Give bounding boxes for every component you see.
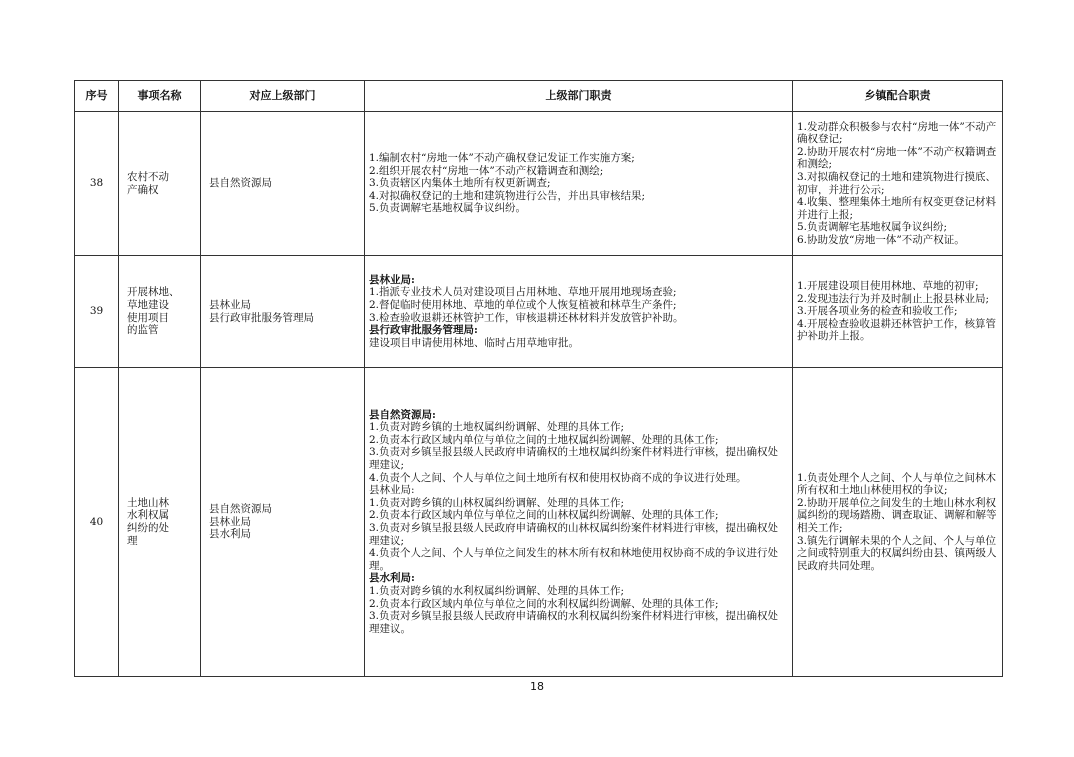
row-number: 39 — [75, 256, 119, 368]
header-item-name: 事项名称 — [119, 81, 201, 112]
header-superior-duties: 上级部门职责 — [365, 81, 793, 112]
superior-dept — [201, 368, 365, 677]
duty-line: 2.组织开展农村“房地一体”不动产权籍调查和测绘; — [369, 164, 604, 177]
duty-line: 3.负责对乡镇呈报县级人民政府申请确权的水利权属纠纷案件材料进行审核，提出确权处理建议。 — [369, 610, 779, 635]
duty-dept-heading: 县自然资源局: — [369, 408, 436, 421]
town-duty-line: 2.协助开展农村“房地一体”不动产权籍调查和测绘; — [797, 145, 997, 171]
town-duty-line: 3.开展各项业务的检查和验收工作; — [797, 305, 958, 318]
town-duties — [793, 112, 1003, 256]
duty-line: 3.负责辖区内集体土地所有权更新调查; — [369, 177, 551, 190]
duty-line: 建设项目申请使用林地、临时占用草地审批。 — [369, 336, 579, 349]
town-duty-line: 2.协助开展单位之间发生的土地山林水利权属纠纷的现场踏勘、调查取证、调解和解等相关工作; — [797, 496, 997, 534]
superior-dept — [201, 112, 365, 256]
town-duty-line: 4.收集、整理集体土地所有权变更登记材料并进行上报; — [797, 196, 997, 221]
duty-line: 2.负责本行政区域内单位与单位之间的山林权属纠纷调解、处理的具体工作; — [369, 509, 719, 522]
header-town-duties: 乡镇配合职责 — [793, 81, 1003, 112]
dept-name: 县林业局 — [209, 515, 251, 528]
item-name: 土地山林 水利权属 纠纷的处 理 — [119, 368, 201, 677]
duty-line: 2.负责本行政区域内单位与单位之间的水利权属纠纷调解、处理的具体工作; — [369, 597, 719, 610]
dept-name: 县行政审批服务管理局 — [209, 311, 314, 324]
header-row — [75, 81, 1003, 112]
dept-name: 县林业局 — [209, 298, 251, 311]
duty-line: 4.负责个人之间、个人与单位之间土地所有权和使用权协商不成的争议进行处理。 — [369, 471, 747, 484]
dept-name: 县自然资源局 — [209, 177, 272, 190]
page-number: 18 — [530, 680, 544, 693]
duty-dept-heading: 县行政审批服务管理局: — [369, 324, 478, 337]
duty-line: 5.负责调解宅基地权属争议纠纷。 — [369, 202, 527, 215]
duty-line: 县林业局: — [369, 484, 415, 497]
town-duty-line: 1.开展建设项目使用林地、草地的初审; — [797, 280, 979, 293]
town-duty-line: 6.协助发放“房地一体”不动产权证。 — [797, 233, 965, 246]
town-duty-line: 4.开展检查验收退耕还林管护工作，核算管护补助并上报。 — [797, 317, 997, 343]
duty-line: 3.负责对乡镇呈报县级人民政府申请确权的山林权属纠纷案件材料进行审核，提出确权处理建议; — [369, 522, 779, 547]
duty-line: 3.负责对乡镇呈报县级人民政府申请确权的土地权属纠纷案件材料进行审核，提出确权处理建议; — [369, 446, 779, 472]
town-duty-line: 1.负责处理个人之间、个人与单位之间林木所有权和土地山林使用权的争议; — [797, 471, 997, 497]
town-duties — [793, 368, 1003, 677]
superior-duties — [365, 368, 793, 677]
duty-table — [74, 80, 1003, 677]
town-duty-line: 5.负责调解宅基地权属争议纠纷; — [797, 221, 948, 234]
town-duty-line: 3.对拟确权登记的土地和建筑物进行摸底、初审，并进行公示; — [797, 170, 997, 196]
item-name: 开展林地、 草地建设 使用项目 的监管 — [119, 256, 201, 368]
table-row — [75, 256, 1003, 368]
duty-line: 1.负责对跨乡镇的土地权属纠纷调解、处理的具体工作; — [369, 421, 625, 434]
duty-line: 3.检查验收退耕还林管护工作，审核退耕还林材料并发放管护补助。 — [369, 311, 684, 324]
row-number: 40 — [75, 368, 119, 677]
duty-line: 4.对拟确权登记的土地和建筑物进行公告，并出具审核结果; — [369, 189, 646, 202]
dept-name: 县水利局 — [209, 528, 251, 541]
duty-line: 1.编制农村“房地一体”不动产确权登记发证工作实施方案; — [369, 152, 635, 165]
duty-dept-heading: 县林业局: — [369, 273, 415, 286]
header-no: 序号 — [75, 81, 119, 112]
duty-line: 1.负责对跨乡镇的山林权属纠纷调解、处理的具体工作; — [369, 496, 625, 509]
table-row — [75, 368, 1003, 677]
duty-line: 2.负责本行政区域内单位与单位之间的土地权属纠纷调解、处理的具体工作; — [369, 433, 719, 446]
duty-line: 1.指派专业技术人员对建设项目占用林地、草地开展用地现场查验; — [369, 286, 677, 299]
town-duty-line: 1.发动群众积极参与农村“房地一体”不动产确权登记; — [797, 120, 997, 146]
duty-line: 2.督促临时使用林地、草地的单位或个人恢复植被和林草生产条件; — [369, 298, 677, 311]
town-duty-line: 2.发现违法行为并及时制止上报县林业局; — [797, 292, 990, 305]
table-row — [75, 112, 1003, 256]
duty-line: 1.负责对跨乡镇的水利权属纠纷调解、处理的具体工作; — [369, 584, 625, 597]
row-number: 38 — [75, 112, 119, 256]
header-superior-dept: 对应上级部门 — [201, 81, 365, 112]
dept-name: 县自然资源局 — [209, 503, 272, 516]
duty-line: 4.负责个人之间、个人与单位之间发生的林木所有权和林地使用权协商不成的争议进行处理。 — [369, 547, 779, 572]
superior-duties — [365, 112, 793, 256]
town-duty-line: 3.镇先行调解未果的个人之间、个人与单位之间或特别重大的权属纠纷由县、镇两级人民政府共同处理。 — [797, 534, 997, 572]
superior-dept — [201, 256, 365, 368]
duty-dept-heading: 县水利局: — [369, 572, 415, 585]
town-duties — [793, 256, 1003, 368]
superior-duties — [365, 256, 793, 368]
item-name: 农村不动 产确权 — [119, 112, 201, 256]
